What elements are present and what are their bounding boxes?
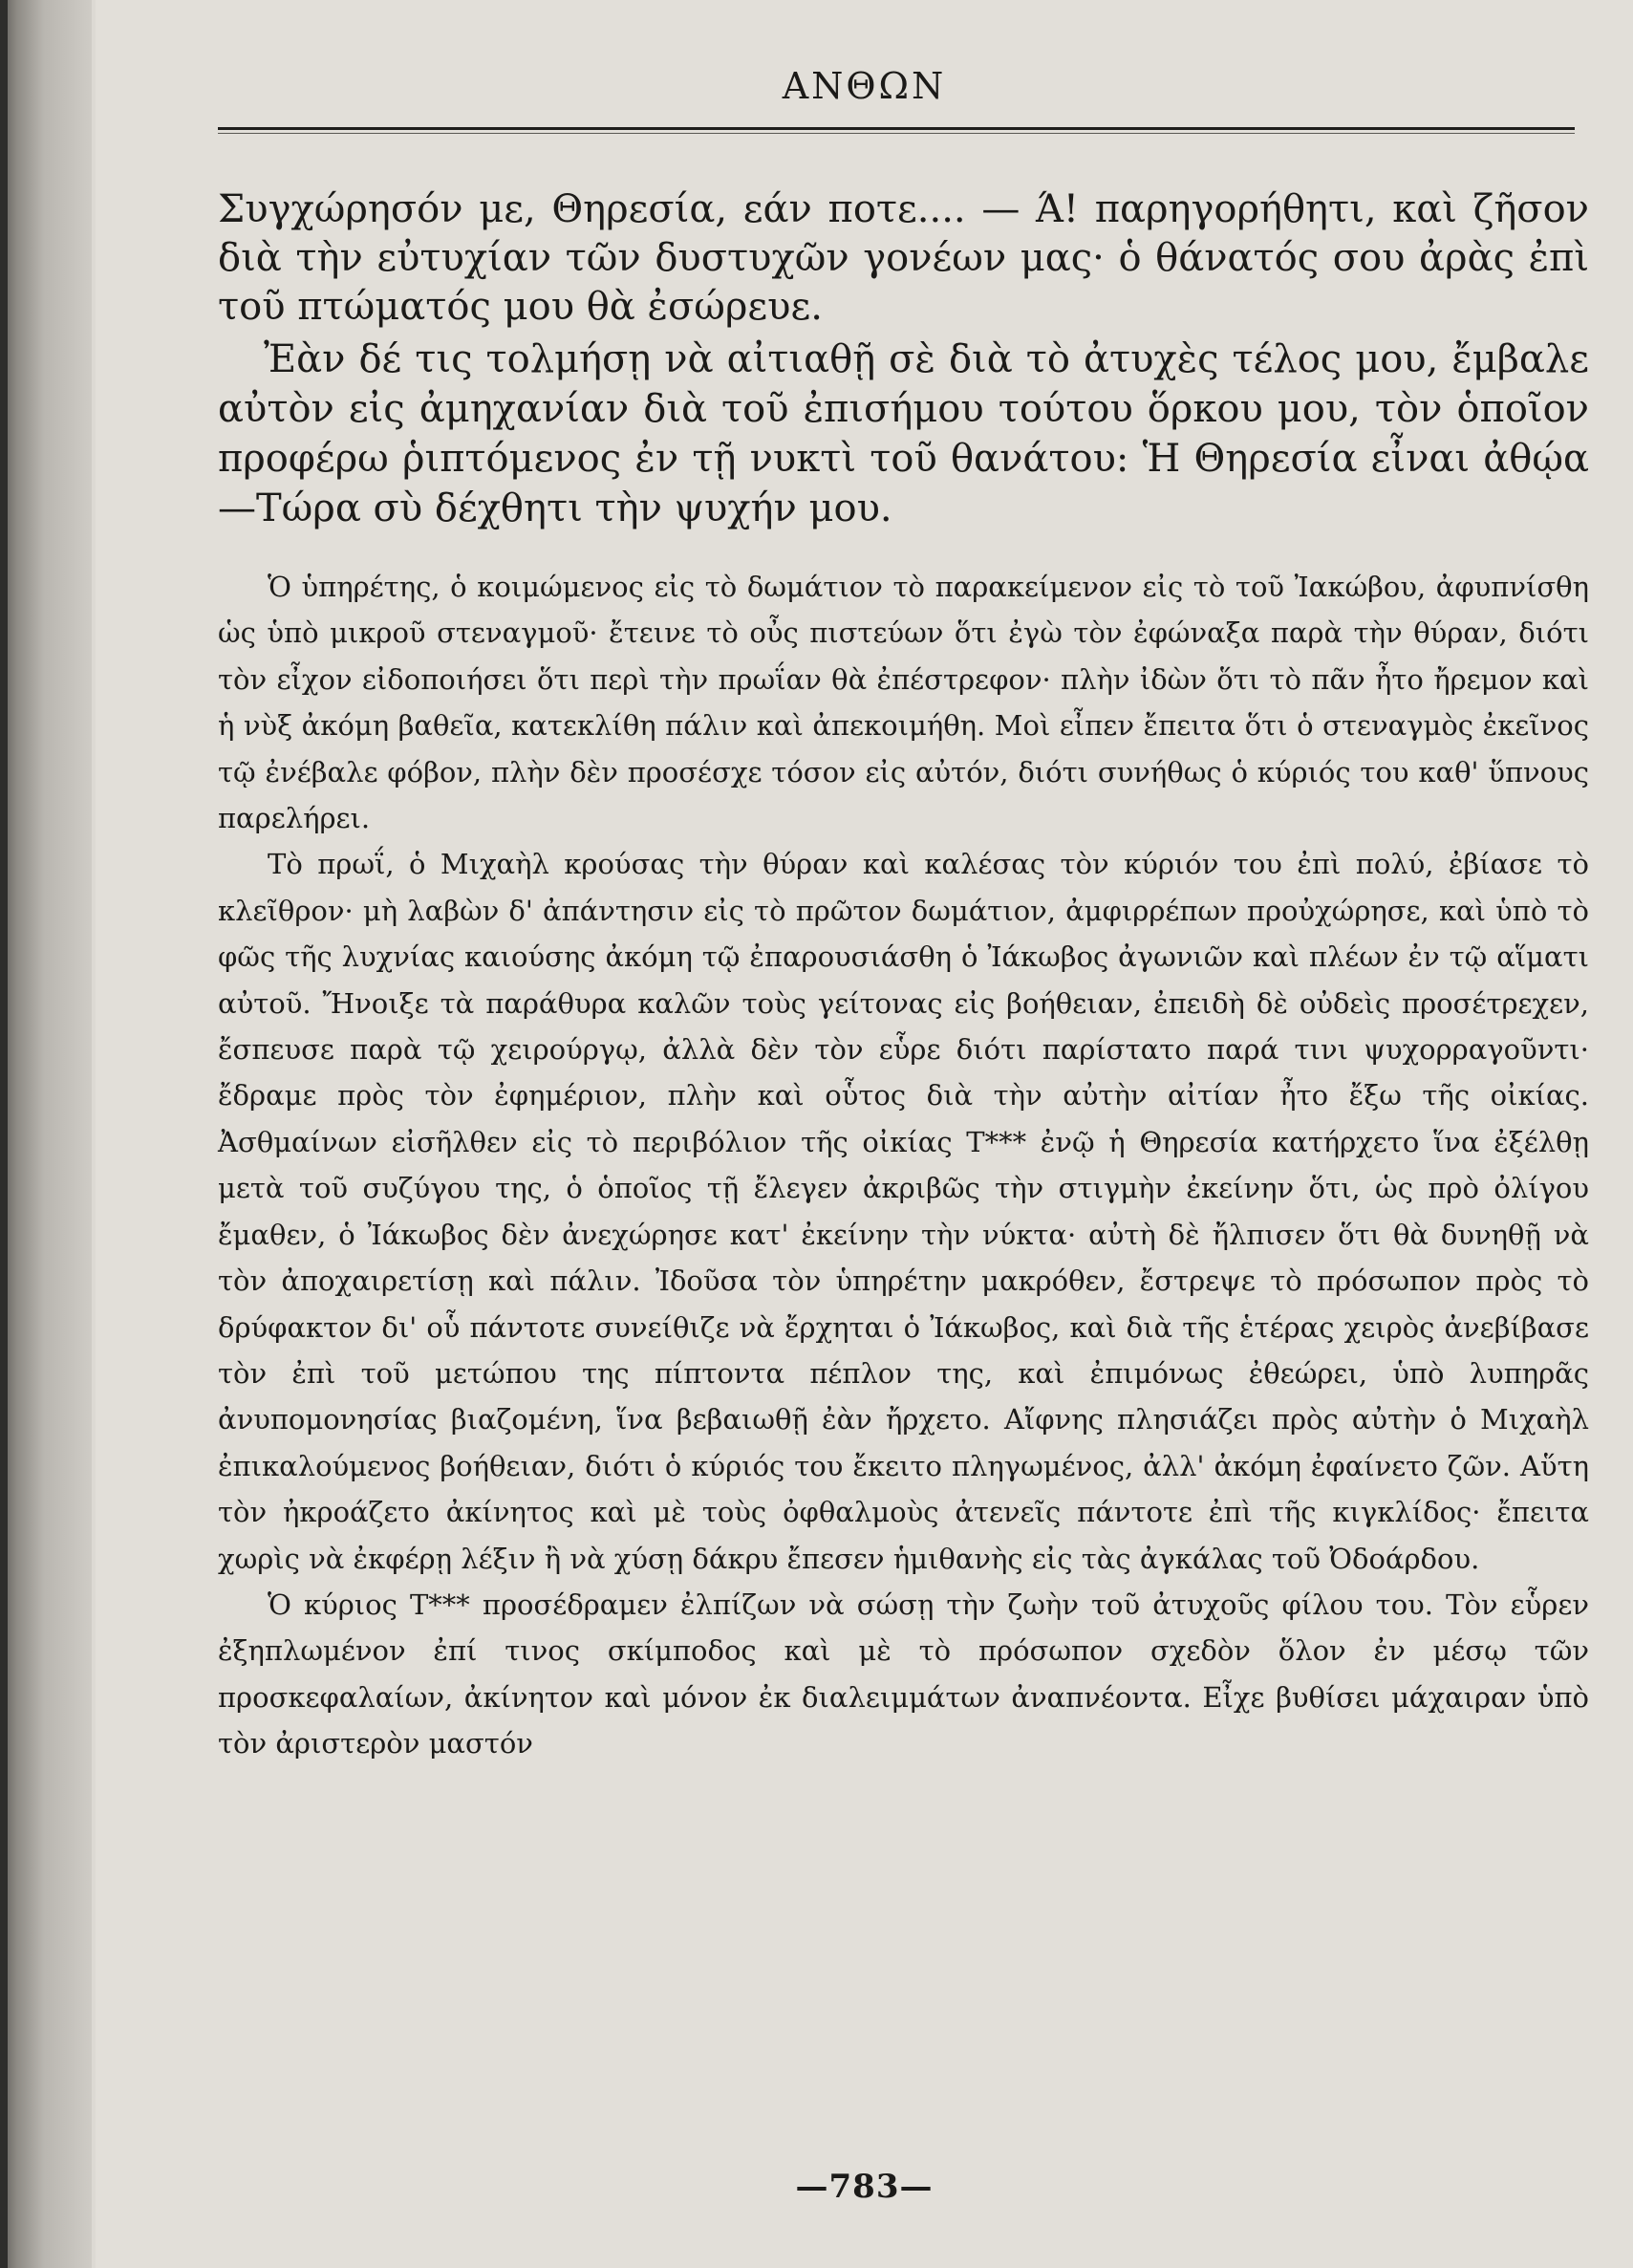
paragraph-mr-t: Ὁ κύριος Τ*** προσέδραμεν ἐλπίζων νὰ σώσῃ τὴν ζωὴν τοῦ ἀτυχοῦς φίλου του. Τὸν εὗρεν ἐξηπλωμένον ἐπί τινος σκίμποδος καὶ μὲ τὸ πρόσωπον σχεδὸν ὅλον ἐν μέσῳ τῶν προσκεφαλαίων, ἀκίνητον καὶ μόνον ἐκ διαλειμμάτων ἀναπνέοντα. Εἶχε βυθίσει μάχαιραν ὑπὸ τὸν ἀριστερὸν μαστόν <box>218 1588 1589 1760</box>
paragraph-large-1 <box>218 185 1589 332</box>
header-rule <box>218 127 1575 130</box>
book-page <box>96 0 1633 2268</box>
gutter-edge <box>0 0 8 2268</box>
paragraph-text: Συγχώρησόν με, Θηρεσία, εάν ποτε.... — Ά! παρηγορήθητι, καὶ ζῆσον διὰ τὴν εὐτυχίαν τῶν δυστυχῶν γονέων μας· ὁ θάνατός σου ἀρὰς ἐπὶ τοῦ πτώματός μου θὰ ἐσώρευε. <box>218 187 1589 329</box>
book-gutter <box>0 0 92 2268</box>
paragraph-servant: Ὁ ὑπηρέτης, ὁ κοιμώμενος εἰς τὸ δωμάτιον τὸ παρακείμενον εἰς τὸ τοῦ Ἰακώβου, ἀφυπνίσθη ὡς ὑπὸ μικροῦ στεναγμοῦ· ἔτεινε τὸ οὖς πιστεύων ὅτι ἐγὼ τὸν ἐφώναξα παρὰ τὴν θύραν, διότι τὸν εἶχον εἰδοποιήσει ὅτι περὶ τὴν πρωΐαν θὰ ἐπέστρεφον· πλὴν ἰδὼν ὅτι τὸ πᾶν ἦτο ἤρεμον καὶ ἡ νὺξ ἀκόμη βαθεῖα, κατεκλίθη πάλιν καὶ ἀπεκοιμήθη. Μοὶ εἶπεν ἔπειτα ὅτι ὁ στεναγμὸς ἐκεῖνος τῷ ἐνέβαλε φόβον, πλὴν δὲν προσέσχε τόσον εἰς αὐτόν, διότι συνήθως ὁ κύριός του καθ' ὕπνους παρελήρει. <box>218 571 1589 835</box>
page-number: —783— <box>795 2168 934 2206</box>
paragraph-text: Ἐὰν δέ τις τολμήσῃ νὰ αἰτιαθῇ σὲ διὰ τὸ ἀτυχὲς τέλος μου, ἔμβαλε αὐτὸν εἰς ἀμηχανίαν διὰ τοῦ ἐπισήμου τούτου ὅρκου μου, τὸν ὁποῖον προφέρω ῥιπτόμενος ἐν τῇ νυκτὶ τοῦ θανάτου: Ἡ Θηρεσία εἶναι ἀθῴα—Τώρα σὺ δέχθητι τὴν ψυχήν μου. <box>218 337 1589 530</box>
running-header: ΑΝΘΩΝ <box>782 65 947 107</box>
header-rule-thin <box>218 133 1575 134</box>
paragraph-morning: Τὸ πρωΐ, ὁ Μιχαὴλ κρούσας τὴν θύραν καὶ καλέσας τὸν κύριόν του ἐπὶ πολύ, ἐβίασε τὸ κλεῖθρον· μὴ λαβὼν δ' ἀπάντησιν εἰς τὸ πρῶτον δωμάτιον, ἀμφιρρέπων προὐχώρησε, καὶ ὑπὸ τὸ φῶς τῆς λυχνίας καιούσης ἀκόμη τῷ ἐπαρουσιάσθη ὁ Ἰάκωβος ἀγωνιῶν καὶ πλέων ἐν τῷ αἵματι αὐτοῦ. Ἤνοιξε τὰ παράθυρα καλῶν τοὺς γείτονας εἰς βοήθειαν, ἐπειδὴ δὲ οὐδεὶς προσέτρεχεν, ἔσπευσε παρὰ τῷ χειρούργῳ, ἀλλὰ δὲν τὸν εὗρε διότι παρίστατο παρά τινι ψυχορραγοῦντι· ἔδραμε πρὸς τὸν ἐφημέριον, πλὴν καὶ οὗτος διὰ τὴν αὐτὴν αἰτίαν ἦτο ἔξω τῆς οἰκίας. Ἀσθμαίνων εἰσῆλθεν εἰς τὸ περιβόλιον τῆς οἰκίας Τ*** ἐνῷ ἡ Θηρεσία κατήρχετο ἵνα ἐξέλθῃ μετὰ τοῦ συζύγου της, ὁ ὁποῖος τῇ ἔλεγεν ἀκριβῶς τὴν στιγμὴν ἐκείνην ὅτι, ὡς πρὸ ὀλίγου ἔμαθεν, ὁ Ἰάκωβος δὲν ἀνεχώρησε κατ' ἐκείνην τὴν νύκτα· αὐτὴ δὲ ἤλπισεν ὅτι θὰ δυνηθῇ νὰ τὸν ἀποχαιρετίσῃ καὶ πάλιν. Ἰδοῦσα τὸν ὑπηρέτην μακρόθεν, ἔστρεψε τὸ πρόσωπον πρὸς τὸ δρύφακτον δι' οὗ πάντοτε συνείθιζε νὰ ἔρχηται ὁ Ἰάκωβος, καὶ διὰ τῆς ἑτέρας χειρὸς ἀνεβίβασε τὸν ἐπὶ τοῦ μετώπου της πίπτοντα πέπλον της, καὶ ἐπιμόνως ἐθεώρει, ὑπὸ λυπηρᾶς ἀνυπομονησίας βιαζομένη, ἵνα βεβαιωθῇ ἐὰν ἤρχετο. Αἴφνης πλησιάζει πρὸς αὐτὴν ὁ Μιχαὴλ ἐπικαλούμενος βοήθειαν, διότι ὁ κύριός του ἔκειτο πληγωμένος, ἀλλ' ἀκόμη ἐφαίνετο ζῶν. Αὕτη τὸν ἠκροάζετο ἀκίνητος καὶ μὲ τοὺς ὀφθαλμοὺς ἀτενεῖς πάντοτε ἐπὶ τῆς κιγκλίδος· ἔπειτα χωρὶς νὰ ἐκφέρῃ λέξιν ἢ νὰ χύσῃ δάκρυ ἔπεσεν ἡμιθανὴς εἰς τὰς ἀγκάλας τοῦ Ὀδοάρδου. <box>218 848 1589 1575</box>
paragraph-large-2 <box>218 335 1589 533</box>
body-text <box>218 564 1589 1767</box>
